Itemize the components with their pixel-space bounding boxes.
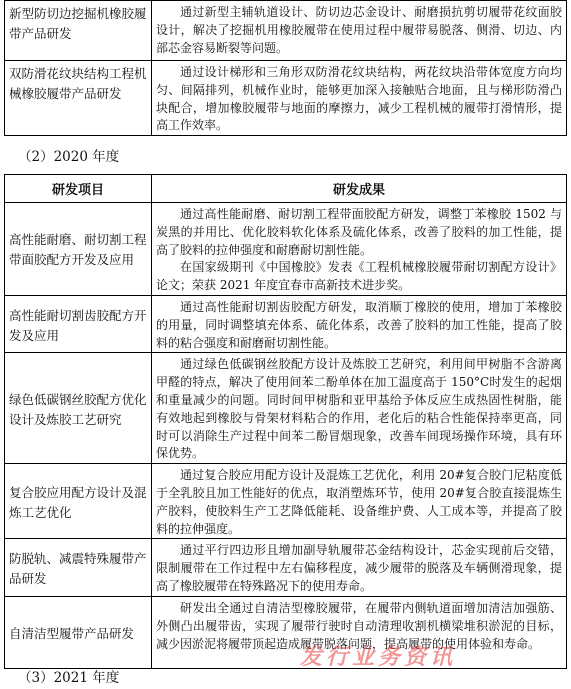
result-text: 通过绿色低碳钢丝胶配方设计及炼胶工艺研究，利用间甲树脂不含游离甲醛的特点，解决了使用间苯二酚单体在加工温度高于 150°C时发生的起烟和重量减少的问题。同时间甲树脂和亚甲基给予体反应生成热固性树脂，能有效地起到橡胶与骨架材料粘合的作用，老化后的粘合性能保持率更高，同时可以消除生产过程中间苯二酚冒烟现象，改善车间现场操作环境，具有环保优势。 (156, 357, 562, 461)
result-cell (152, 295, 567, 352)
research-table-2020 (4, 174, 567, 669)
result-cell (152, 1, 567, 61)
result-cell (152, 353, 567, 464)
project-cell: 高性能耐切割齿胶配方开发及应用 (5, 295, 152, 352)
result-text: 通过复合胶应用配方设计及混炼工艺优化，利用 20#复合胶门尼粘度低于全乳胶且加工性能好的优点，取消塑炼环节，使用 20#复合胶直接混炼生产胶料，使胶料生产工艺降低能耗、设备维护费、人工成本等，并提高了胶料的拉伸强度。 (156, 468, 562, 536)
result-cell (152, 203, 567, 296)
table-row (5, 597, 567, 669)
result-text: 通过高性能耐切割齿胶配方研发，取消顺丁橡胶的使用，增加丁苯橡胶的用量，同时调整填充体系、硫化体系，改善了胶料的加工性能，提高了胶料的粘合强度和耐磨耐切割性能。 (156, 299, 562, 350)
result-cell (152, 464, 567, 539)
result-text: 通过设计梯形和三角形双防滑花纹块结构，两花纹块沿带体宽度方向均匀、间隔排列，机械作业时，能够更加深入接触贴合地面，且与梯形防滑凸块配合，增加橡胶履带与地面的摩擦力，减少工程机械的履带打滑情形，提高工作效率。 (156, 65, 562, 133)
result-text: 通过高性能耐磨、耐切割工程带面胶配方研发，调整丁苯橡胶 1502 与炭黑的并用比、优化胶料软化体系及硫化体系，改善了胶料的加工性能，提高了胶料的拉伸强度和耐磨耐切割性能。 (156, 207, 562, 257)
result-cell (152, 539, 567, 597)
result-cell (152, 61, 567, 136)
result-text: 通过平行四边形且增加副导轨履带芯金结构设计，芯金实现前后交错，限制履带在工作过程中左右偏移程度，减少履带的脱落及车辆侧滑现象，提高了橡胶履带在特殊路况下的使用寿命。 (156, 543, 562, 593)
project-cell: 新型防切边挖掘机橡胶履带产品研发 (5, 1, 152, 61)
project-cell: 自清洁型履带产品研发 (5, 597, 152, 669)
table-row (5, 539, 567, 597)
result-text: 通过新型主辅轨道设计、防切边芯金设计、耐磨损抗剪切履带花纹面胶设计，解决了挖掘机用橡胶履带在使用过程中履带易脱落、侧滑、切边、内部芯金容易断裂等问题。 (156, 5, 562, 55)
table-header-row (5, 175, 567, 203)
project-cell: 复合胶应用配方设计及混炼工艺优化 (5, 464, 152, 539)
project-cell: 防脱轨、减震特殊履带产品研发 (5, 539, 152, 597)
watermark: 发行业务资讯 (300, 645, 457, 670)
header-result: 研发成果 (152, 175, 567, 203)
table-row (5, 203, 567, 296)
header-project: 研发项目 (5, 175, 152, 203)
project-cell: 高性能耐磨、耐切割工程带面胶配方开发及应用 (5, 203, 152, 296)
table-row (5, 464, 567, 539)
project-cell: 双防滑花纹块结构工程机械橡胶履带产品研发 (5, 61, 152, 136)
section-heading-2021: （3）2021 年度 (18, 670, 120, 686)
table-row (5, 295, 567, 352)
result-text: 研发出全通过自清洁型橡胶履带，在履带内侧轨道面增加清洁加强筋、外侧凸出履带齿，实现了履带行驶时自动清理收割机横梁堆积淤泥的目标，减少因淤泥将履带顶起造成履带脱落问题，提高履带的使用体验和寿命。 (156, 601, 562, 651)
section-heading-2020: （2）2020 年度 (18, 149, 120, 165)
result-text: 在国家级期刊《中国橡胶》发表《工程机械橡胶履带耐切割配方设计》论文；荣获 2021 年度宜春市高新技术进步奖。 (156, 260, 562, 293)
table-row (5, 353, 567, 464)
table-row (5, 1, 567, 61)
research-table-2019 (4, 0, 567, 136)
table-row (5, 61, 567, 136)
project-cell: 绿色低碳钢丝胶配方优化设计及炼胶工艺研究 (5, 353, 152, 464)
